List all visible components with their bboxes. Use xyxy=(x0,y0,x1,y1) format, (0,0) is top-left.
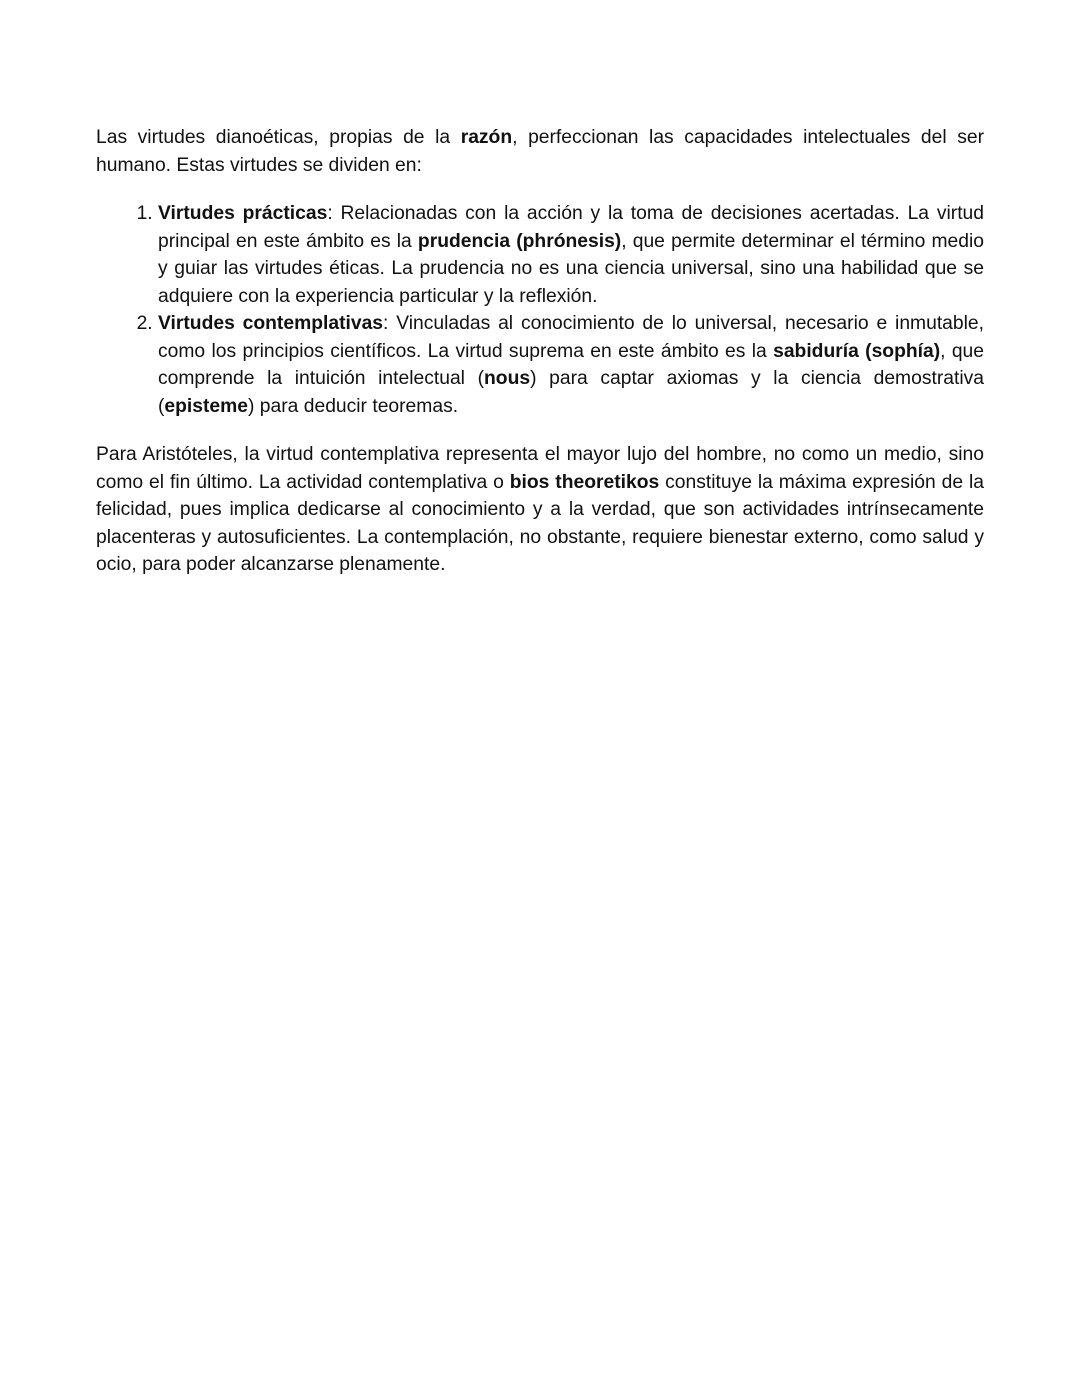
document-page xyxy=(96,124,984,579)
list-item-1-text-2: , que permite determinar el término medio y guiar las virtudes éticas. La prudencia no es una ciencia universal, sino una habilidad que se adquiere con la experiencia particular y la reflexión. xyxy=(158,230,984,307)
list-item-2-text-2: , que comprende la intuición intelectual ( xyxy=(158,340,985,389)
closing-text-2: constituye la máxima expresión de la felicidad, pues implica dedicarse al conocimiento y a la verdad, que son actividades intrínsecamente placenteras y autosuficientes. La contemplación, no obstante, requiere bienestar externo, como salud y ocio, para poder alcanzarse plenamente. xyxy=(96,471,984,575)
closing-bold-bios-theoretikos: bios theoretikos xyxy=(509,471,660,493)
list-item-2-title: Virtudes contemplativas xyxy=(158,313,384,334)
list-item-contemplative-virtues xyxy=(158,310,984,420)
closing-paragraph xyxy=(96,441,984,579)
intro-paragraph xyxy=(96,124,984,179)
intro-text-2: , perfeccionan las capacidades intelectuales del ser humano. Estas virtudes se dividen en: xyxy=(96,127,984,176)
intro-bold-razon: razón xyxy=(460,127,513,148)
list-item-1-bold-prudencia: prudencia (phrónesis) xyxy=(417,230,622,252)
virtues-list xyxy=(96,200,984,420)
list-item-2-text-4: ) para deducir teoremas. xyxy=(248,395,459,417)
list-item-1-title: Virtudes prácticas xyxy=(158,203,328,224)
list-item-2-text-1: : Vinculadas al conocimiento de lo universal, necesario e inmutable, como los principios científicos. La virtud suprema en este ámbito es la xyxy=(158,313,984,362)
intro-text-1: Las virtudes dianoéticas, propias de la xyxy=(96,127,461,148)
list-item-2-bold-episteme: episteme xyxy=(164,395,249,417)
closing-text-1: Para Aristóteles, la virtud contemplativa representa el mayor lujo del hombre, no como un medio, sino como el fin último. La actividad contemplativa o xyxy=(96,444,984,493)
list-item-2-bold-sabiduria: sabiduría (sophía) xyxy=(773,340,941,362)
list-item-2-bold-nous: nous xyxy=(484,368,531,389)
list-item-practical-virtues xyxy=(158,200,984,310)
list-item-1-text-1: : Relacionadas con la acción y la toma de decisiones acertadas. La virtud principal en este ámbito es la xyxy=(158,203,985,252)
list-item-2-text-3: ) para captar axiomas y la ciencia demostrativa ( xyxy=(158,368,984,417)
